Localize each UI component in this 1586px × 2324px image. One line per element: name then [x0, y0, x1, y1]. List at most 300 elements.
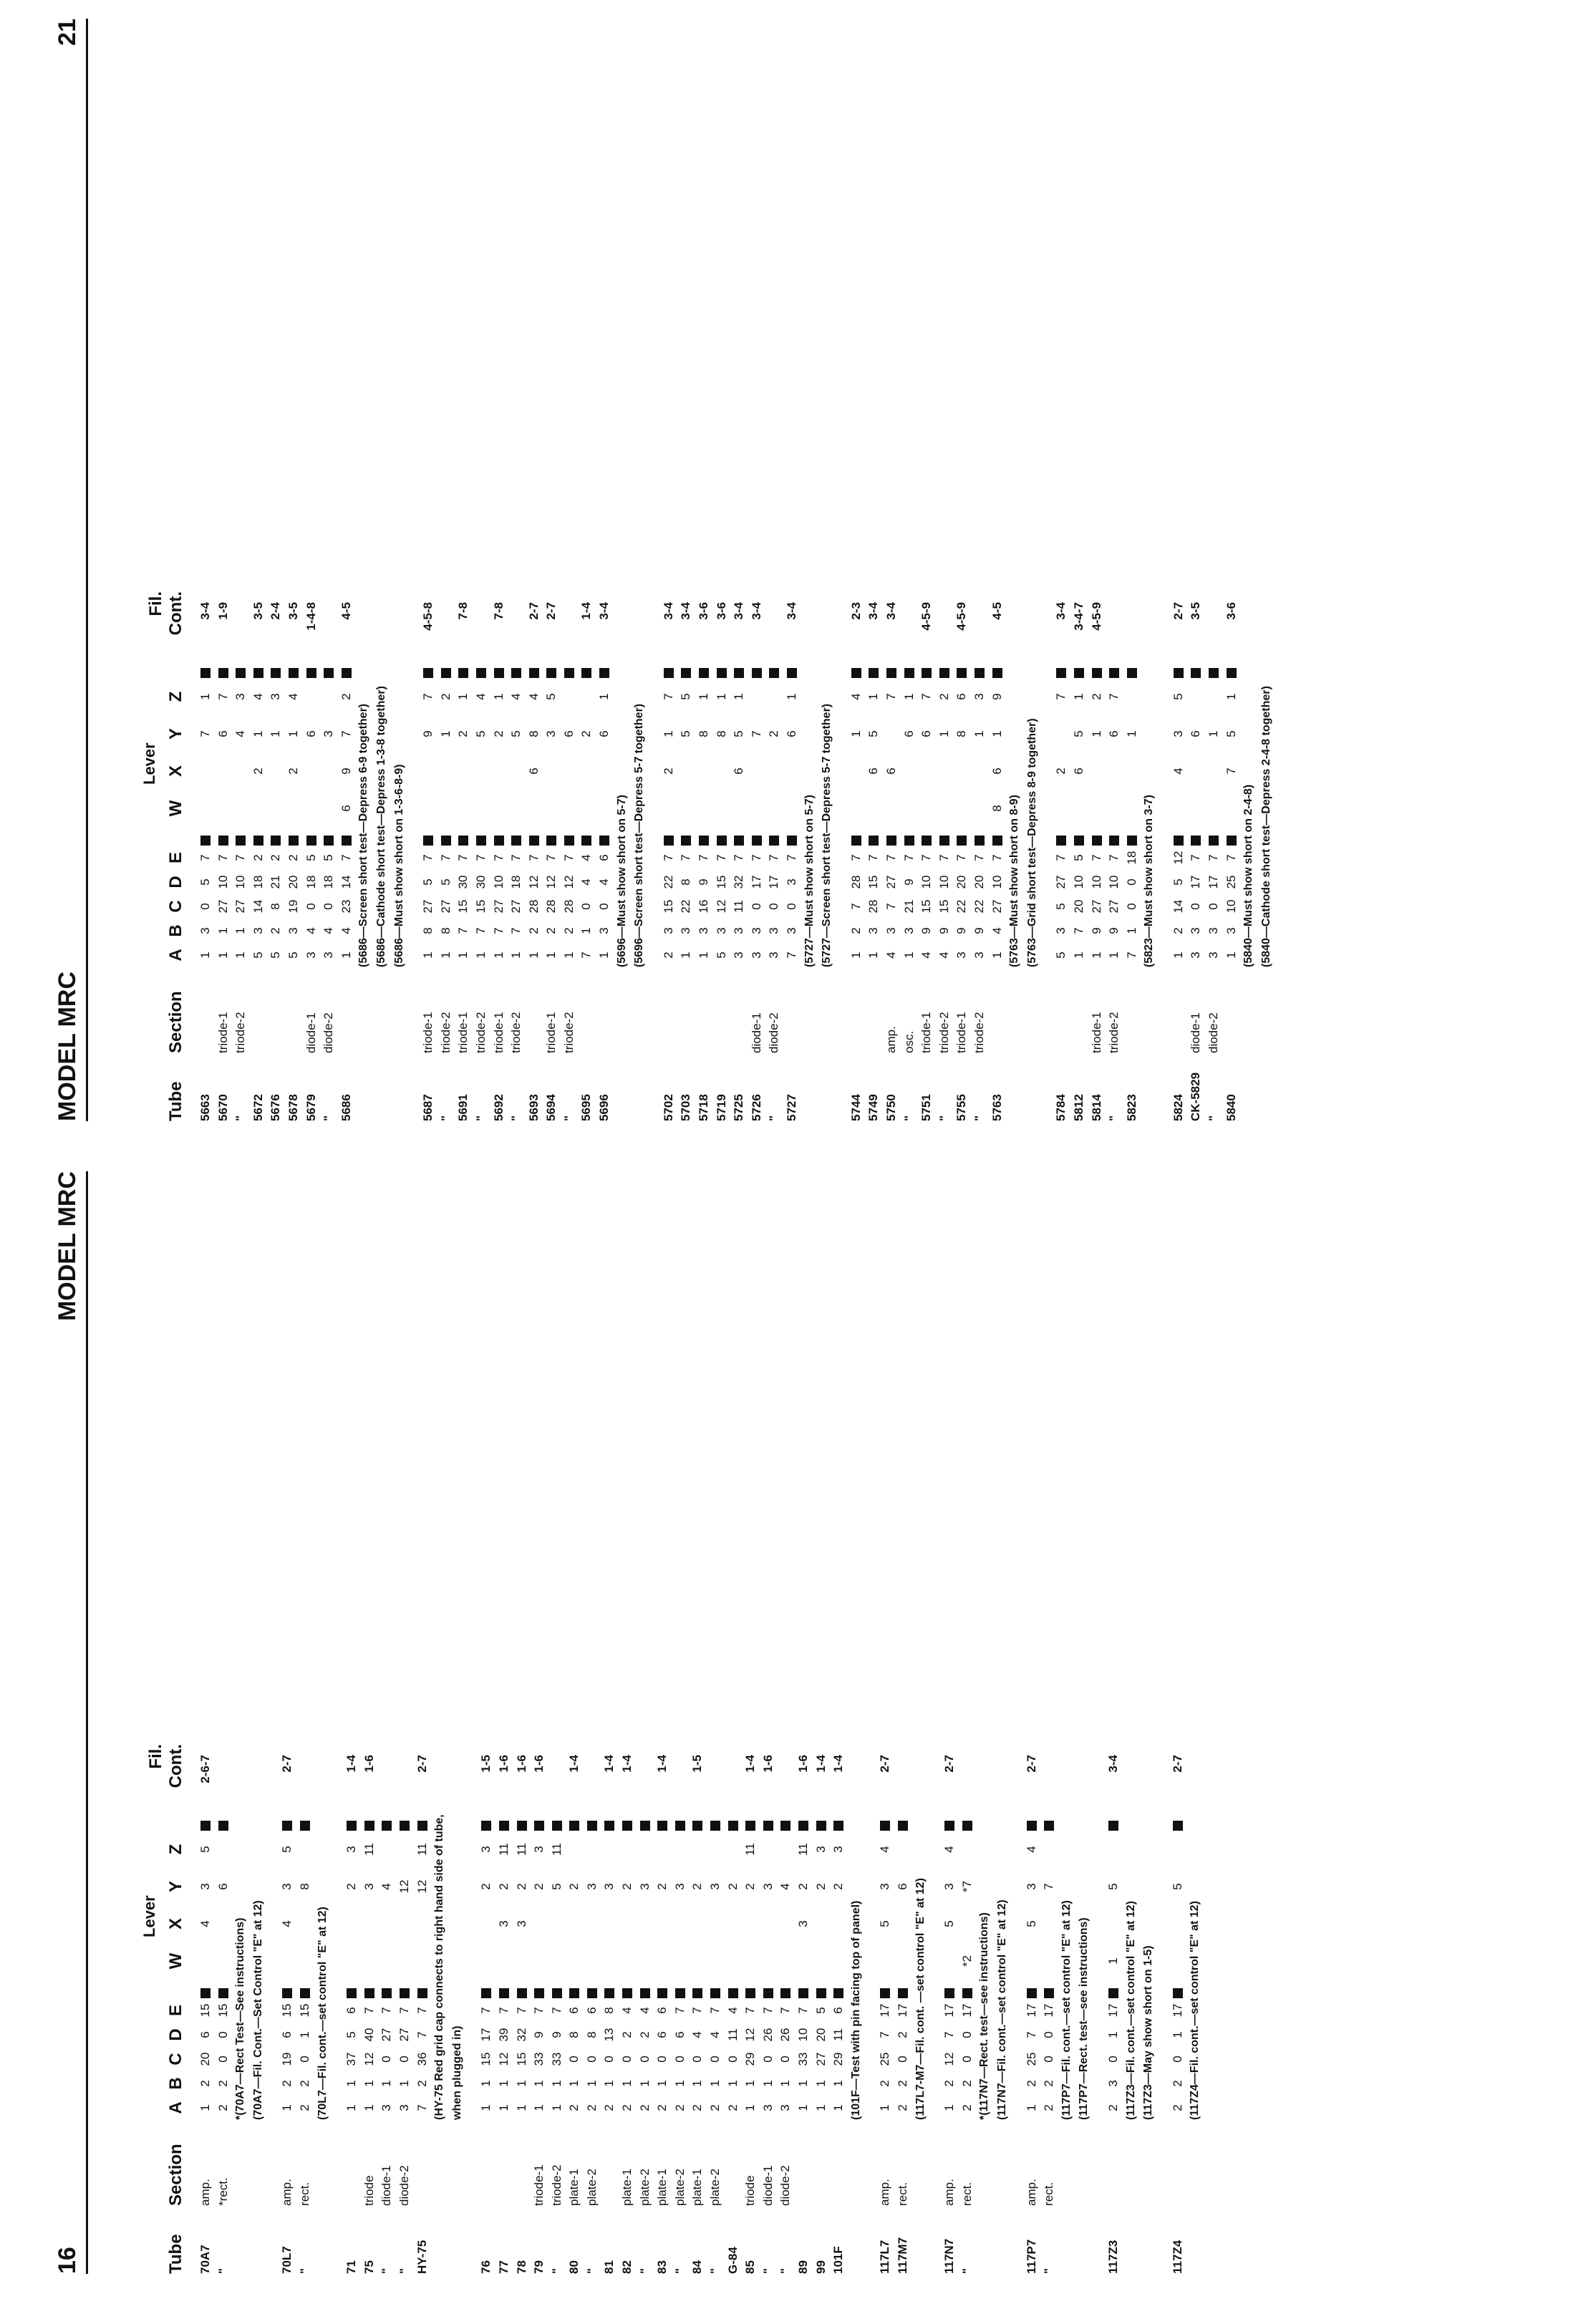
- fil-cont: [378, 1755, 396, 1812]
- tube-section: [285, 967, 303, 1053]
- control-b: 3: [1054, 927, 1068, 934]
- control-c: 0: [767, 903, 781, 910]
- lever-z: 11: [514, 1843, 528, 1856]
- marker-cell: [531, 1812, 548, 1831]
- control-c: 27: [1089, 899, 1103, 914]
- control-b: 9: [937, 927, 951, 934]
- lever-y: 1: [1207, 730, 1221, 737]
- tube-number: ": [760, 2267, 775, 2274]
- tube-number: ": [937, 1115, 951, 1121]
- fil-cont: 4-5-9: [919, 602, 934, 631]
- tube-number: 82: [620, 2260, 634, 2274]
- marker-cell: [420, 827, 437, 846]
- marker-block: [1174, 836, 1184, 846]
- tube-number: CK-5829: [1189, 1072, 1203, 1121]
- marker-cell: [695, 659, 713, 678]
- tube-section: [197, 967, 215, 1053]
- control-d: 2: [895, 2031, 909, 2038]
- fil-cont: [672, 1755, 690, 1812]
- tube-number: ": [901, 1115, 916, 1121]
- marker-cell: [232, 659, 250, 678]
- table-row: [848, 19, 866, 1121]
- marker-cell: [279, 1812, 296, 1831]
- lever-z: 1: [732, 693, 746, 700]
- marker-cell: [531, 1980, 548, 1998]
- control-a: 1: [990, 952, 1004, 959]
- lever-w: [478, 1942, 495, 1980]
- marker-cell: [883, 659, 901, 678]
- lever-z: 1: [1224, 693, 1238, 700]
- fil-cont: 1-4: [579, 602, 594, 620]
- control-a: 1: [866, 952, 881, 959]
- control-d: 17: [767, 875, 781, 889]
- control-d: 5: [421, 878, 435, 886]
- control-b: 2: [895, 2080, 909, 2087]
- table-note: *(70A7—Rect Test—See instructions): [234, 1917, 247, 2120]
- lever-z: [760, 1831, 778, 1868]
- control-e: 12: [1171, 851, 1185, 865]
- control-e: 7: [767, 854, 781, 861]
- lever-w: [1088, 790, 1106, 827]
- marker-cell: [513, 1980, 531, 1998]
- table-row: [1088, 19, 1106, 1121]
- lever-x: 5: [942, 1920, 957, 1927]
- tube-number: G-84: [725, 2247, 740, 2274]
- lever-w: [1023, 1942, 1041, 1980]
- marker-cell: [1105, 1980, 1123, 1998]
- tube-number: 85: [743, 2260, 758, 2274]
- marker-block: [962, 1988, 972, 1998]
- control-a: 1: [280, 2104, 294, 2111]
- marker-cell: [601, 1980, 619, 1998]
- control-d: 9: [697, 878, 711, 886]
- marker-block: [599, 668, 609, 678]
- marker-block: [300, 1821, 310, 1831]
- lever-y: 1: [269, 730, 283, 737]
- marker-block: [992, 836, 1002, 846]
- table-row: [378, 1171, 396, 2274]
- marker-block: [710, 1821, 720, 1831]
- marker-cell: [361, 1812, 379, 1831]
- tube-section: [813, 2120, 831, 2206]
- control-d: 26: [760, 2028, 775, 2042]
- marker-block: [1056, 668, 1066, 678]
- marker-cell: [473, 659, 490, 678]
- marker-cell: [660, 827, 678, 846]
- table-row: [343, 1171, 361, 2274]
- control-b: 3: [1207, 927, 1221, 934]
- control-d: 5: [344, 2031, 359, 2038]
- control-a: 2: [1106, 2104, 1120, 2111]
- marker-cell: [971, 827, 989, 846]
- lever-x: [420, 752, 437, 790]
- control-e: 5: [813, 2007, 828, 2014]
- control-e: 15: [216, 2003, 230, 2018]
- lever-w: [707, 1942, 725, 1980]
- control-c: 0: [655, 2056, 669, 2063]
- tube-section: [1169, 2120, 1187, 2206]
- tube-section: triode-2: [549, 2164, 564, 2206]
- lever-x: [578, 752, 596, 790]
- marker-block: [587, 1821, 597, 1831]
- tube-section: triode-1: [544, 1012, 559, 1053]
- marker-block: [441, 668, 451, 678]
- marker-cell: [197, 1980, 215, 1998]
- marker-cell: [596, 827, 614, 846]
- control-c: 20: [1071, 899, 1085, 914]
- control-c: 0: [198, 903, 212, 910]
- marker-block: [382, 1988, 392, 1998]
- marker-cell: [420, 659, 437, 678]
- control-c: 15: [937, 899, 951, 914]
- lever-x: [830, 1905, 848, 1942]
- marker-block: [481, 1821, 491, 1831]
- marker-cell: [215, 659, 233, 678]
- control-e: 17: [942, 2003, 957, 2018]
- control-b: 1: [233, 927, 248, 934]
- lever-z: 3: [972, 693, 986, 700]
- marker-cell: [707, 1980, 725, 1998]
- marker-cell: [760, 1812, 778, 1831]
- group-spacer: [1093, 1171, 1105, 2274]
- control-e: 7: [473, 854, 488, 861]
- marker-cell: [296, 1980, 314, 1998]
- marker-cell: [1088, 659, 1106, 678]
- control-d: 10: [1089, 875, 1103, 889]
- control-a: 2: [661, 952, 675, 959]
- table-note: when plugged in): [450, 2025, 463, 2120]
- marker-cell: [1223, 659, 1241, 678]
- control-e: 7: [990, 854, 1004, 861]
- tube-number: ": [1207, 1115, 1221, 1121]
- fil-cont: 3-4: [785, 602, 798, 620]
- marker-block: [728, 1821, 738, 1831]
- group-spacer: [332, 1171, 343, 2274]
- tube-number: ": [708, 2267, 722, 2274]
- lever-y: 3: [544, 730, 559, 737]
- lever-w: [1123, 790, 1141, 827]
- marker-block: [458, 836, 468, 846]
- lever-w: [473, 790, 490, 827]
- marker-block: [939, 836, 949, 846]
- control-d: 4: [708, 2031, 722, 2038]
- fil-cont: [901, 602, 919, 659]
- marker-cell: [601, 1812, 619, 1831]
- lever-x: 6: [866, 768, 881, 775]
- marker-block: [657, 1821, 667, 1831]
- table-row: [813, 1171, 831, 2274]
- lever-y: 3: [280, 1883, 294, 1890]
- fil-cont: 4-5: [990, 602, 1004, 620]
- lever-y: 4: [778, 1883, 793, 1890]
- lever-w: [508, 790, 526, 827]
- fil-cont: 7-8: [456, 602, 470, 620]
- control-d: 12: [561, 875, 576, 889]
- control-b: 4: [990, 927, 1004, 934]
- lever-w: 1: [1106, 1957, 1120, 1965]
- control-a: 2: [1042, 2104, 1056, 2111]
- lever-w: [672, 1942, 690, 1980]
- control-e: 7: [491, 854, 506, 861]
- lever-z: 4: [251, 693, 265, 700]
- marker-block: [957, 668, 967, 678]
- page-header: [43, 1171, 88, 2274]
- tube-section: plate-2: [672, 2169, 687, 2206]
- control-d: 20: [972, 875, 986, 889]
- control-c: 29: [743, 2052, 758, 2066]
- tube-number: HY-75: [415, 2240, 429, 2274]
- table-note: (5696—Must show short on 5-7): [615, 795, 628, 967]
- control-d: 10: [491, 875, 506, 889]
- marker-block: [886, 668, 896, 678]
- control-c: 0: [567, 2056, 581, 2063]
- tube-number: 5702: [661, 1094, 675, 1121]
- header-d: D: [166, 2028, 185, 2041]
- control-c: 0: [397, 2056, 411, 2063]
- marker-block: [481, 1988, 491, 1998]
- control-a: 1: [942, 2104, 957, 2111]
- lever-y: 6: [561, 730, 576, 737]
- marker-block: [476, 668, 486, 678]
- control-c: 27: [990, 899, 1004, 914]
- lever-w: [901, 790, 919, 827]
- control-d: 27: [884, 875, 898, 889]
- lever-w: [695, 790, 713, 827]
- control-b: 2: [526, 927, 541, 934]
- marker-block: [699, 668, 709, 678]
- tube-number: 76: [479, 2260, 493, 2274]
- control-b: 1: [344, 2080, 359, 2087]
- lever-x: [901, 752, 919, 790]
- lever-w: [420, 790, 437, 827]
- marker-cell: [361, 1980, 379, 1998]
- marker-block: [922, 836, 932, 846]
- tube-section: plate-1: [655, 2169, 669, 2206]
- control-e: 2: [251, 854, 265, 861]
- marker-cell: [267, 659, 285, 678]
- control-b: 4: [339, 927, 353, 934]
- marker-block: [992, 668, 1002, 678]
- tube-number: 81: [602, 2260, 616, 2274]
- marker-block: [692, 1821, 702, 1831]
- page-16: [0, 1171, 1586, 2274]
- control-b: 3: [198, 927, 212, 934]
- tube-number: 5678: [286, 1094, 300, 1121]
- group-spacer: [267, 1171, 279, 2274]
- control-e: 17: [878, 2003, 892, 2018]
- lever-z: 11: [415, 1843, 429, 1856]
- control-c: 12: [714, 899, 728, 914]
- control-c: 15: [456, 899, 470, 914]
- tube-number: 5703: [679, 1094, 693, 1121]
- lever-y: 2: [579, 730, 594, 737]
- control-d: 6: [672, 2031, 687, 2038]
- marker-cell: [830, 1812, 848, 1831]
- marker-block: [1109, 668, 1119, 678]
- marker-cell: [1040, 1812, 1058, 1831]
- lever-x: [361, 1905, 379, 1942]
- group-spacer: [1012, 1171, 1023, 2274]
- lever-x: [601, 1905, 619, 1942]
- fil-cont: 1-4: [813, 1755, 828, 1773]
- control-a: 3: [304, 952, 318, 959]
- control-e: 7: [509, 854, 523, 861]
- fil-cont: 1-5: [479, 1755, 493, 1773]
- lever-w: [971, 790, 989, 827]
- column-headers: [107, 1171, 186, 2274]
- marker-cell: [303, 659, 321, 678]
- lever-w: [713, 790, 731, 827]
- control-c: 12: [362, 2052, 376, 2066]
- control-b: 1: [813, 2080, 828, 2087]
- table-row: [677, 19, 695, 1121]
- lever-y: 1: [251, 730, 265, 737]
- control-d: 10: [216, 875, 230, 889]
- control-a: 1: [1089, 952, 1103, 959]
- lever-z: [707, 1831, 725, 1868]
- lever-z: 1: [697, 693, 711, 700]
- tube-number: ": [767, 1115, 781, 1121]
- table-note: (5686—Screen short test—Depress 6-9 together): [357, 703, 370, 967]
- header-cont: Cont.: [166, 591, 185, 636]
- control-d: 14: [339, 875, 353, 889]
- control-a: 3: [749, 952, 763, 959]
- lever-x: [455, 752, 473, 790]
- control-a: 3: [972, 952, 986, 959]
- marker-cell: [783, 659, 801, 678]
- control-c: 12: [942, 2052, 957, 2066]
- lever-z: [1105, 1831, 1123, 1868]
- lever-w: [783, 790, 801, 827]
- control-d: 12: [526, 875, 541, 889]
- lever-w: [848, 790, 866, 827]
- control-e: 4: [620, 2007, 634, 2014]
- marker-block: [957, 836, 967, 846]
- marker-block: [962, 1821, 972, 1831]
- control-b: 1: [620, 2080, 634, 2087]
- tube-section: [713, 967, 731, 1053]
- marker-cell: [596, 659, 614, 678]
- marker-cell: [936, 827, 954, 846]
- control-a: 1: [813, 2104, 828, 2111]
- fil-cont: 3-4: [749, 602, 763, 620]
- marker-block: [944, 1988, 954, 1998]
- header-section: Section: [166, 991, 185, 1053]
- control-a: 1: [198, 952, 212, 959]
- lever-z: [296, 1831, 314, 1868]
- marker-cell: [918, 659, 936, 678]
- fil-cont: 2-7: [878, 1755, 892, 1773]
- control-a: 1: [362, 2104, 376, 2111]
- tube-number: 5755: [954, 1094, 969, 1121]
- control-b: 2: [198, 2080, 212, 2087]
- fil-cont: 2-7: [280, 1755, 294, 1773]
- lever-w: [941, 1942, 959, 1980]
- lever-z: [1123, 678, 1141, 715]
- tube-section: [596, 967, 614, 1053]
- marker-cell: [1105, 1812, 1123, 1831]
- lever-w: [742, 1942, 760, 1980]
- lever-x: [713, 752, 731, 790]
- lever-w: [285, 790, 303, 827]
- marker-block: [494, 668, 504, 678]
- table-row: [508, 19, 526, 1121]
- lever-z: [1205, 678, 1223, 715]
- lever-w: [561, 790, 579, 827]
- table-row: [619, 1171, 637, 2274]
- control-e: 17: [959, 2003, 974, 2018]
- control-a: 1: [679, 952, 693, 959]
- marker-block: [898, 1821, 908, 1831]
- lever-y: 3: [198, 1883, 212, 1890]
- lever-x: [531, 1905, 548, 1942]
- control-c: 22: [954, 899, 969, 914]
- marker-cell: [660, 659, 678, 678]
- marker-block: [569, 1988, 579, 1998]
- fil-cont: 1-4: [344, 1755, 359, 1773]
- group-spacer: [1275, 19, 1287, 1121]
- control-b: 1: [514, 2080, 528, 2087]
- marker-block: [569, 1821, 579, 1831]
- lever-x: [777, 1905, 795, 1942]
- tube-number: ": [637, 2267, 652, 2274]
- lever-x: [215, 1905, 233, 1942]
- marker-cell: [936, 659, 954, 678]
- tube-section: [250, 967, 268, 1053]
- marker-cell: [478, 1980, 495, 1998]
- control-e: 7: [526, 854, 541, 861]
- control-d: 11: [725, 2028, 740, 2041]
- lever-x: 4: [198, 1920, 212, 1927]
- marker-block: [517, 1821, 527, 1831]
- control-a: 3: [1189, 952, 1203, 959]
- marker-cell: [672, 1980, 690, 1998]
- lever-w: [531, 1942, 548, 1980]
- tube-section: diode-1: [1189, 1012, 1203, 1053]
- control-c: 15: [514, 2052, 528, 2066]
- control-c: 21: [901, 899, 916, 914]
- control-a: 1: [743, 2104, 758, 2111]
- marker-block: [692, 1988, 702, 1998]
- table-row: [901, 19, 919, 1121]
- lever-x: [695, 752, 713, 790]
- control-e: 18: [1124, 851, 1138, 865]
- control-d: 0: [216, 2031, 230, 2038]
- marker-block: [904, 836, 914, 846]
- lever-x: [848, 752, 866, 790]
- control-d: 30: [473, 875, 488, 889]
- lever-x: [637, 1905, 654, 1942]
- control-a: 2: [672, 2104, 687, 2111]
- fil-cont: 3-5: [251, 602, 265, 620]
- lever-z: 11: [549, 1843, 564, 1856]
- marker-block: [675, 1821, 685, 1831]
- control-b: 1: [831, 2080, 846, 2087]
- table-row: [437, 19, 455, 1121]
- lever-y: 2: [514, 1883, 528, 1890]
- control-a: 1: [198, 2104, 212, 2111]
- lever-x: [748, 752, 766, 790]
- marker-cell: [478, 1812, 495, 1831]
- marker-cell: [267, 827, 285, 846]
- group-spacer: [408, 19, 420, 1121]
- fil-cont: 3-4: [732, 602, 746, 620]
- tube-number: 70L7: [280, 2246, 294, 2274]
- header-d: D: [166, 876, 185, 889]
- control-a: 5: [269, 952, 283, 959]
- marker-block: [342, 836, 352, 846]
- control-a: 5: [1054, 952, 1068, 959]
